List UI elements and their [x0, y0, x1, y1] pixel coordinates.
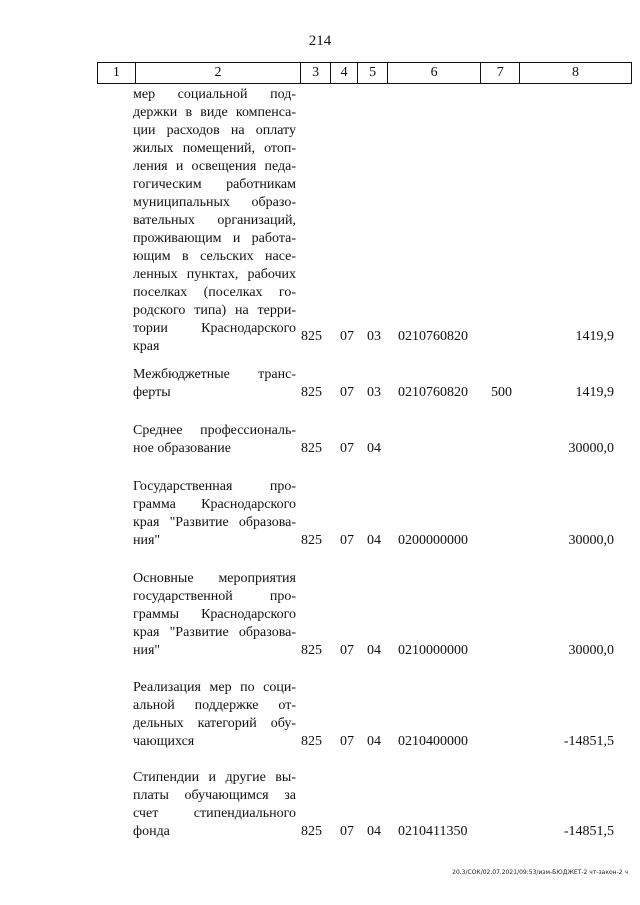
row-amount: 30000,0	[568, 533, 614, 548]
row-description: Среднее профессиональ-ное образование	[133, 423, 296, 456]
row-subsection: 04	[367, 643, 381, 658]
row-subsection: 04	[367, 533, 381, 548]
row-amount: 30000,0	[568, 441, 614, 456]
document-footer-stamp: 20.3/СОК/02.07.2021/09:53/изм-БЮДЖЕТ-2 чт-закон-2 ч	[452, 869, 628, 876]
row-grbs: 825	[301, 385, 322, 400]
row-section: 07	[340, 734, 354, 749]
row-target-code: 0210400000	[398, 734, 468, 749]
row-section: 07	[340, 824, 354, 839]
column-header-1: 1	[98, 63, 136, 84]
row-amount: -14851,5	[563, 824, 614, 839]
row-amount: 1419,9	[575, 385, 614, 400]
column-header-4: 4	[330, 63, 357, 84]
row-description: Реализация мер по соци-альной поддержке от-дельных категорий обу-чающихся	[133, 680, 296, 749]
row-subsection: 03	[367, 385, 381, 400]
row-section: 07	[340, 441, 354, 456]
row-grbs: 825	[301, 329, 322, 344]
column-header-6: 6	[387, 63, 481, 84]
row-subsection: 03	[367, 329, 381, 344]
row-expense-type: 500	[491, 385, 512, 400]
column-header-7: 7	[481, 63, 520, 84]
column-header-5: 5	[358, 63, 387, 84]
row-target-code: 0210760820	[398, 329, 468, 344]
row-target-code: 0210000000	[398, 643, 468, 658]
row-subsection: 04	[367, 824, 381, 839]
row-description: Межбюджетные транс-ферты	[133, 367, 296, 400]
row-subsection: 04	[367, 441, 381, 456]
column-header-2: 2	[135, 63, 301, 84]
row-grbs: 825	[301, 734, 322, 749]
column-header-table	[97, 62, 632, 84]
page-number: 214	[308, 33, 332, 49]
row-description: Государственная про-грамма Краснодарского края "Развитие образова-ния"	[133, 479, 296, 548]
row-grbs: 825	[301, 824, 322, 839]
row-section: 07	[340, 385, 354, 400]
row-amount: -14851,5	[563, 734, 614, 749]
row-section: 07	[340, 643, 354, 658]
row-description: мер социальной под-держки в виде компенса-ции расходов на оплату жилых помещений, отоп-ления и освещения педа-гогическим работникам муниципальных образо-вательных организаций, проживающим и работа-ющим в сельских насе-ленных пунктах, рабочих поселках (поселках го-родского типа) на терри-тории Краснодарского края	[133, 87, 296, 354]
row-target-code: 0200000000	[398, 533, 468, 548]
column-header-8: 8	[520, 63, 632, 84]
row-target-code: 0210411350	[398, 824, 468, 839]
row-amount: 30000,0	[568, 643, 614, 658]
column-header-3: 3	[301, 63, 330, 84]
row-amount: 1419,9	[575, 329, 614, 344]
row-grbs: 825	[301, 441, 322, 456]
row-grbs: 825	[301, 533, 322, 548]
row-section: 07	[340, 329, 354, 344]
row-target-code: 0210760820	[398, 385, 468, 400]
row-section: 07	[340, 533, 354, 548]
row-grbs: 825	[301, 643, 322, 658]
row-description: Стипендии и другие вы-платы обучающимся за счет стипендиального фонда	[133, 770, 296, 839]
row-subsection: 04	[367, 734, 381, 749]
row-description: Основные мероприятия государственной про-граммы Краснодарского края "Развитие образова-ния"	[133, 571, 296, 658]
